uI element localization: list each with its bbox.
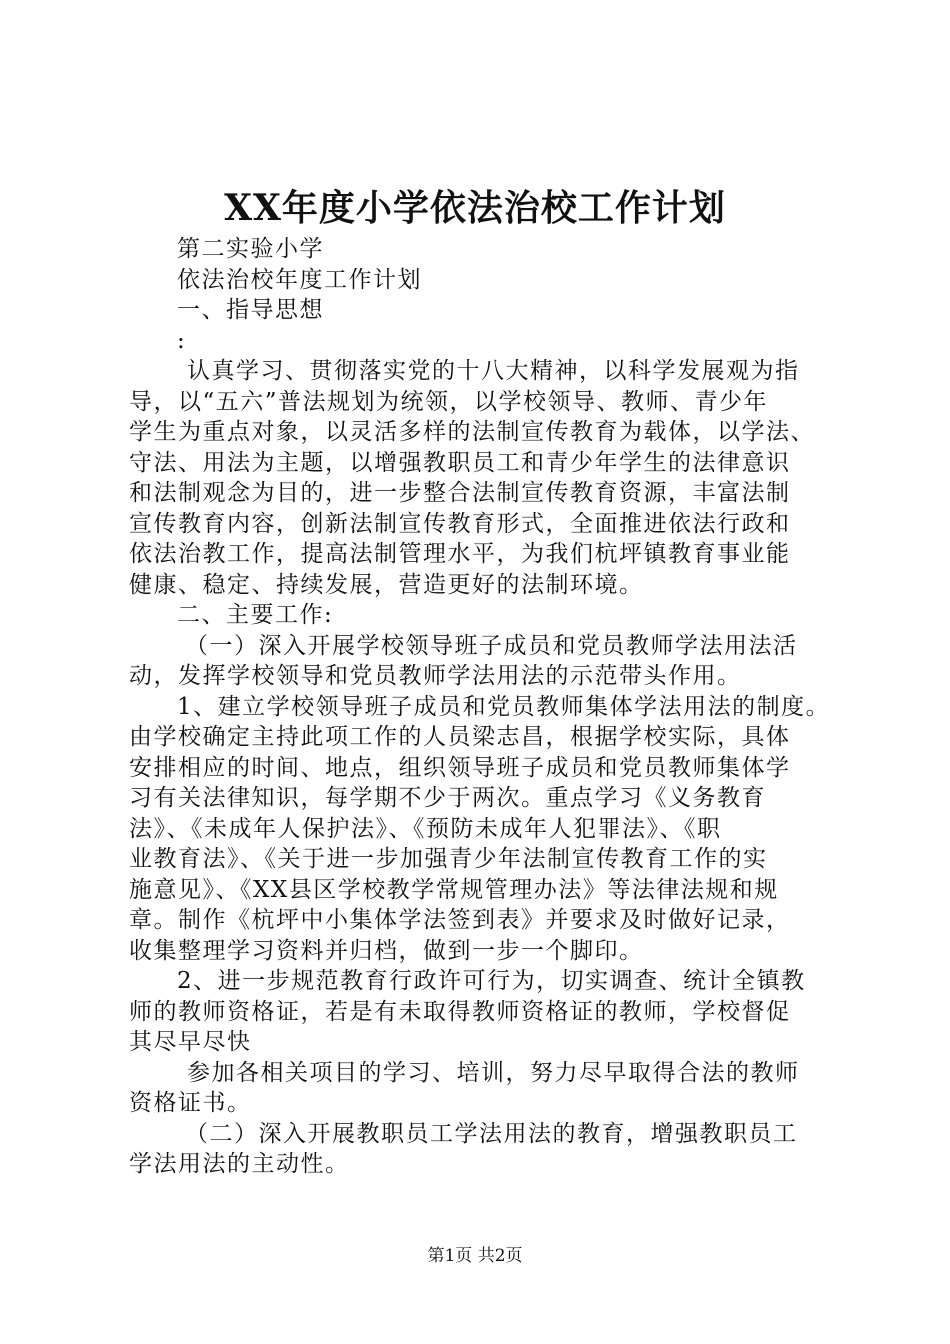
paragraph-line: 业教育法》、《关于进一步加强青少年法制宣传教育工作的实 <box>129 846 768 872</box>
document-title: XX年度小学依法治校工作计划 <box>224 187 726 229</box>
paragraph-line: 健康、稳定、持续发展，营造更好的法制环境。 <box>129 571 644 598</box>
section-heading-guiding-thought: 一、指导思想 <box>177 297 324 323</box>
plan-subtitle-line: 依法治校年度工作计划 <box>177 266 422 293</box>
paragraph-line: 学生为重点对象，以灵活多样的法制宣传教育为载体，以学法、 <box>129 419 815 445</box>
paragraph-line: （一）深入开展学校领导班子成员和党员教师学法用法活 <box>185 632 798 659</box>
paragraph-line: 其尽早尽快 <box>129 1029 252 1055</box>
document-body <box>129 234 829 1180</box>
section-heading-main-work: 二、主要工作: <box>177 602 334 628</box>
paragraph-line: 安排相应的时间、地点，组织领导班子成员和党员教师集体学 <box>129 754 791 781</box>
paragraph-line: 章。制作《杭坪中小集体学法签到表》并要求及时做好记录， <box>129 907 791 933</box>
paragraph-line: 施意见》、《XX县区学校教学常规管理办法》等法律法规和规 <box>129 876 779 903</box>
paragraph-line: 认真学习、贯彻落实党的十八大精神，以科学发展观为指 <box>187 358 800 384</box>
school-name-line: 第二实验小学 <box>177 236 324 262</box>
paragraph-line: 依法治教工作，提高法制管理水平，为我们杭坪镇教育事业能 <box>129 541 791 567</box>
paragraph-line: 参加各相关项目的学习、培训，努力尽早取得合法的教师 <box>187 1059 800 1086</box>
paragraph-line: 和法制观念为目的，进一步整合法制宣传教育资源，丰富法制 <box>129 480 791 506</box>
colon-line: : <box>177 327 187 354</box>
paragraph-line: 1、建立学校领导班子成员和党员教师集体学法用法的制度。 <box>177 693 831 720</box>
paragraph-line: （二）深入开展教职员工学法用法的教育，增强教职员工 <box>185 1120 798 1147</box>
paragraph-line: 2、进一步规范教育行政许可行为，切实调查、统计全镇教 <box>177 968 806 994</box>
paragraph-line: 收集整理学习资料并归档，做到一步一个脚印。 <box>129 937 644 964</box>
paragraph-line: 动，发挥学校领导和党员教师学法用法的示范带头作用。 <box>129 663 742 689</box>
page-number-footer: 第1页 共2页 <box>427 1246 523 1266</box>
paragraph-line: 由学校确定主持此项工作的人员梁志昌，根据学校实际，具体 <box>129 724 791 750</box>
paragraph-line: 导，以“五六”普法规划为统领，以学校领导、教师、青少年 <box>129 388 769 415</box>
paragraph-line: 资格证书。 <box>129 1090 252 1116</box>
paragraph-line: 宣传教育内容，创新法制宣传教育形式，全面推进依法行政和 <box>129 510 791 537</box>
paragraph-line: 师的教师资格证，若是有未取得教师资格证的教师，学校督促 <box>129 998 791 1025</box>
paragraph-line: 守法、用法为主题，以增强教职员工和青少年学生的法律意识 <box>129 449 791 476</box>
paragraph-line: 法》、《未成年人保护法》、《预防未成年人犯罪法》、《职 <box>129 815 722 842</box>
paragraph-line: 学法用法的主动性。 <box>129 1151 350 1177</box>
paragraph-line: 习有关法律知识，每学期不少于两次。重点学习《义务教育 <box>129 785 766 811</box>
